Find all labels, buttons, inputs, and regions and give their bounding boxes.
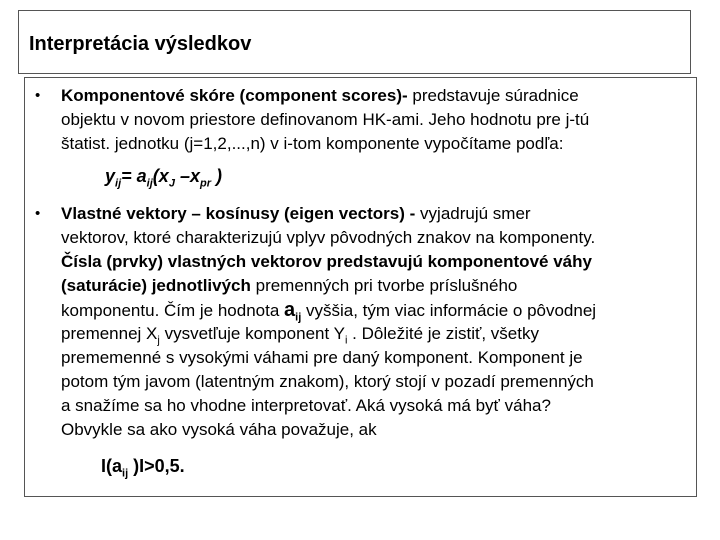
- text-line: objektu v novom priestore definovanom HK-ami. Jeho hodnotu pre j-tú: [61, 110, 590, 129]
- text-line: Obvykle sa ako vysoká váha považuje, ak: [61, 420, 377, 439]
- formula-part: )I>0,5.: [128, 456, 185, 476]
- symbol-a: a: [284, 299, 296, 321]
- text-span: vysvetľuje komponent Y: [159, 324, 345, 343]
- symbol-subscript: ij: [295, 311, 302, 324]
- formula-part: (x: [152, 166, 169, 186]
- text-line: vektorov, ktoré charakterizujú vplyv pôvodných znakov na komponenty.: [61, 228, 596, 247]
- bullet-text: [61, 84, 691, 156]
- text-line: [61, 298, 691, 322]
- symbol-subscript: j: [157, 334, 160, 347]
- text-line: prememenné s vysokými váhami pre daný komponent. Komponent je: [61, 348, 583, 367]
- formula-subscript: ij: [146, 177, 153, 190]
- formula-subscript: ij: [115, 177, 122, 190]
- text-line: [61, 274, 691, 298]
- formula-subscript: J: [168, 177, 175, 190]
- formula-threshold: [101, 456, 185, 480]
- bullet-heading: Komponentové skóre (component scores)-: [61, 86, 408, 105]
- formula-part: –x: [174, 166, 200, 186]
- title-box: [18, 10, 691, 74]
- formula-part: I(a: [101, 456, 123, 476]
- text-line: potom tým javom (latentným znakom), ktorý stojí v pozadí premenných: [61, 372, 594, 391]
- formula-part: y: [105, 166, 116, 186]
- formula-subscript: ij: [122, 467, 129, 480]
- text-span: predstavuje súradnice: [407, 86, 579, 105]
- content-box: [24, 77, 697, 497]
- text-line: [61, 322, 691, 346]
- text-line: Čísla (prvky) vlastných vektorov predstavujú komponentové váhy: [61, 252, 592, 271]
- text-span: komponentu. Čím je hodnota: [61, 301, 285, 320]
- text-line: [61, 84, 691, 108]
- text-span-bold: (saturácie) jednotlivých: [61, 276, 251, 295]
- formula-part: = a: [121, 166, 147, 186]
- bullet-text: [61, 202, 691, 442]
- slide-title: Interpretácia výsledkov: [29, 33, 252, 55]
- formula-subscript: pr: [199, 177, 211, 190]
- bullet-marker: •: [35, 205, 41, 222]
- text-line: štatist. jednotku (j=1,2,...,n) v i-tom komponente vypočítame podľa:: [61, 134, 564, 153]
- text-span: vyjadrujú smer: [415, 204, 531, 223]
- text-span: vyššia, tým viac informácie o pôvodnej: [301, 301, 597, 320]
- text-line: a snažíme sa ho vhodne interpretovať. Aká vysoká má byť váha?: [61, 396, 551, 415]
- text-span: premennej X: [61, 324, 158, 343]
- symbol-subscript: i: [344, 334, 348, 347]
- formula-part: ): [210, 166, 222, 186]
- formula-component-score: [105, 166, 222, 190]
- bullet-heading: Vlastné vektory – kosínusy (eigen vectors) -: [61, 204, 416, 223]
- text-span: . Dôležité je zistiť, všetky: [347, 324, 539, 343]
- bullet-marker: •: [35, 87, 41, 104]
- text-line: [61, 202, 691, 226]
- text-span: premenných pri tvorbe príslušného: [250, 276, 518, 295]
